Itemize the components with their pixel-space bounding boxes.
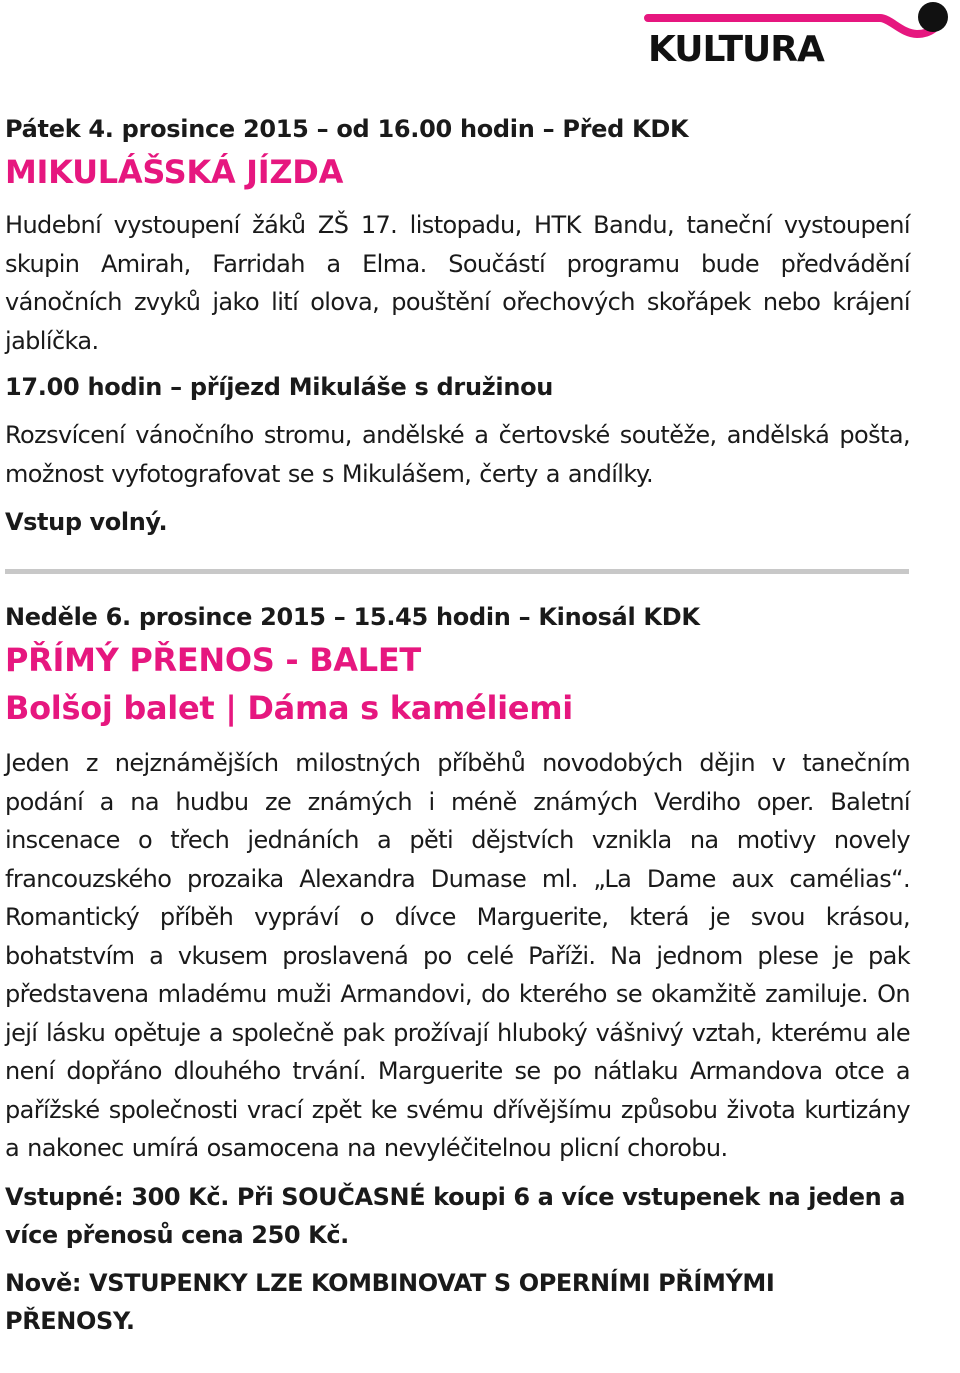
- event-sub-description: Rozsvícení vánočního stromu, andělské a čertovské soutěže, andělská pošta, možnost vyfotografovat se s Mikulášem, čerty a andílky.: [5, 421, 910, 488]
- event-subtitle: Bolšoj balet | Dáma s kaméliemi: [5, 689, 573, 727]
- section-divider: [5, 569, 909, 574]
- event-price: Vstupné: 300 Kč. Při SOUČASNÉ koupi 6 a více vstupenek na jeden a více přenosů cena 250 Kč.: [5, 1182, 906, 1249]
- main-content: [5, 108, 910, 1340]
- event-date-line: Neděle 6. prosince 2015 – 15.45 hodin – Kinosál KDK: [5, 603, 700, 631]
- event-title: PŘÍMÝ PŘENOS - BALET: [5, 641, 421, 679]
- event-mikulasska-jizda: [5, 112, 910, 541]
- section-logo: [640, 0, 960, 75]
- event-description: Hudební vystoupení žáků ZŠ 17. listopadu, HTK Bandu, taneční vystoupení skupin Amirah, Farridah a Elma. Součástí programu bude předvádění vánočních zvyků jako lití olova, pouštění ořechových skořápek nebo krájení jablíčka.: [5, 211, 910, 355]
- event-entry: Vstup volný.: [5, 508, 168, 536]
- event-date-line: Pátek 4. prosince 2015 – od 16.00 hodin – Před KDK: [5, 115, 689, 143]
- event-description: Jeden z nejznámějších milostných příběhů novodobých dějin v tanečním podání a na hudbu ze známých i méně známých Verdiho oper. Baletní inscenace o třech jednáních a pěti dějstvích vznikla na motivy novely francouzského prozaika Alexandra Dumase ml. „La Dame aux camélias“. Romantický příběh vypráví o dívce Marguerite, která je svou krásou, bohatstvím a vkusem proslavená po celé Paříži. Na jednom plese je pak představena mladému muži Armandovi, do kterého se okamžitě zamiluje. On její lásku opětuje a společně pak prožívají hluboký vášnivý vztah, kterému ale není dopřáno dlouhého trvání. Marguerite se po nátlaku Armandova otce a pařížské společnosti vrací zpět ke svému dřívějšímu způsobu života kurtizány a nakonec umírá osamocena na nevyléčitelnou plicní chorobu.: [5, 749, 910, 1162]
- event-balet: [5, 600, 910, 1340]
- section-title: KULTURA: [648, 29, 824, 70]
- event-sub-heading: 17.00 hodin – příjezd Mikuláše s družinou: [5, 373, 554, 401]
- event-title: MIKULÁŠSKÁ JÍZDA: [5, 153, 344, 191]
- event-note: Nově: VSTUPENKY LZE KOMBINOVAT S OPERNÍMI PŘÍMÝMI PŘENOSY.: [5, 1268, 775, 1335]
